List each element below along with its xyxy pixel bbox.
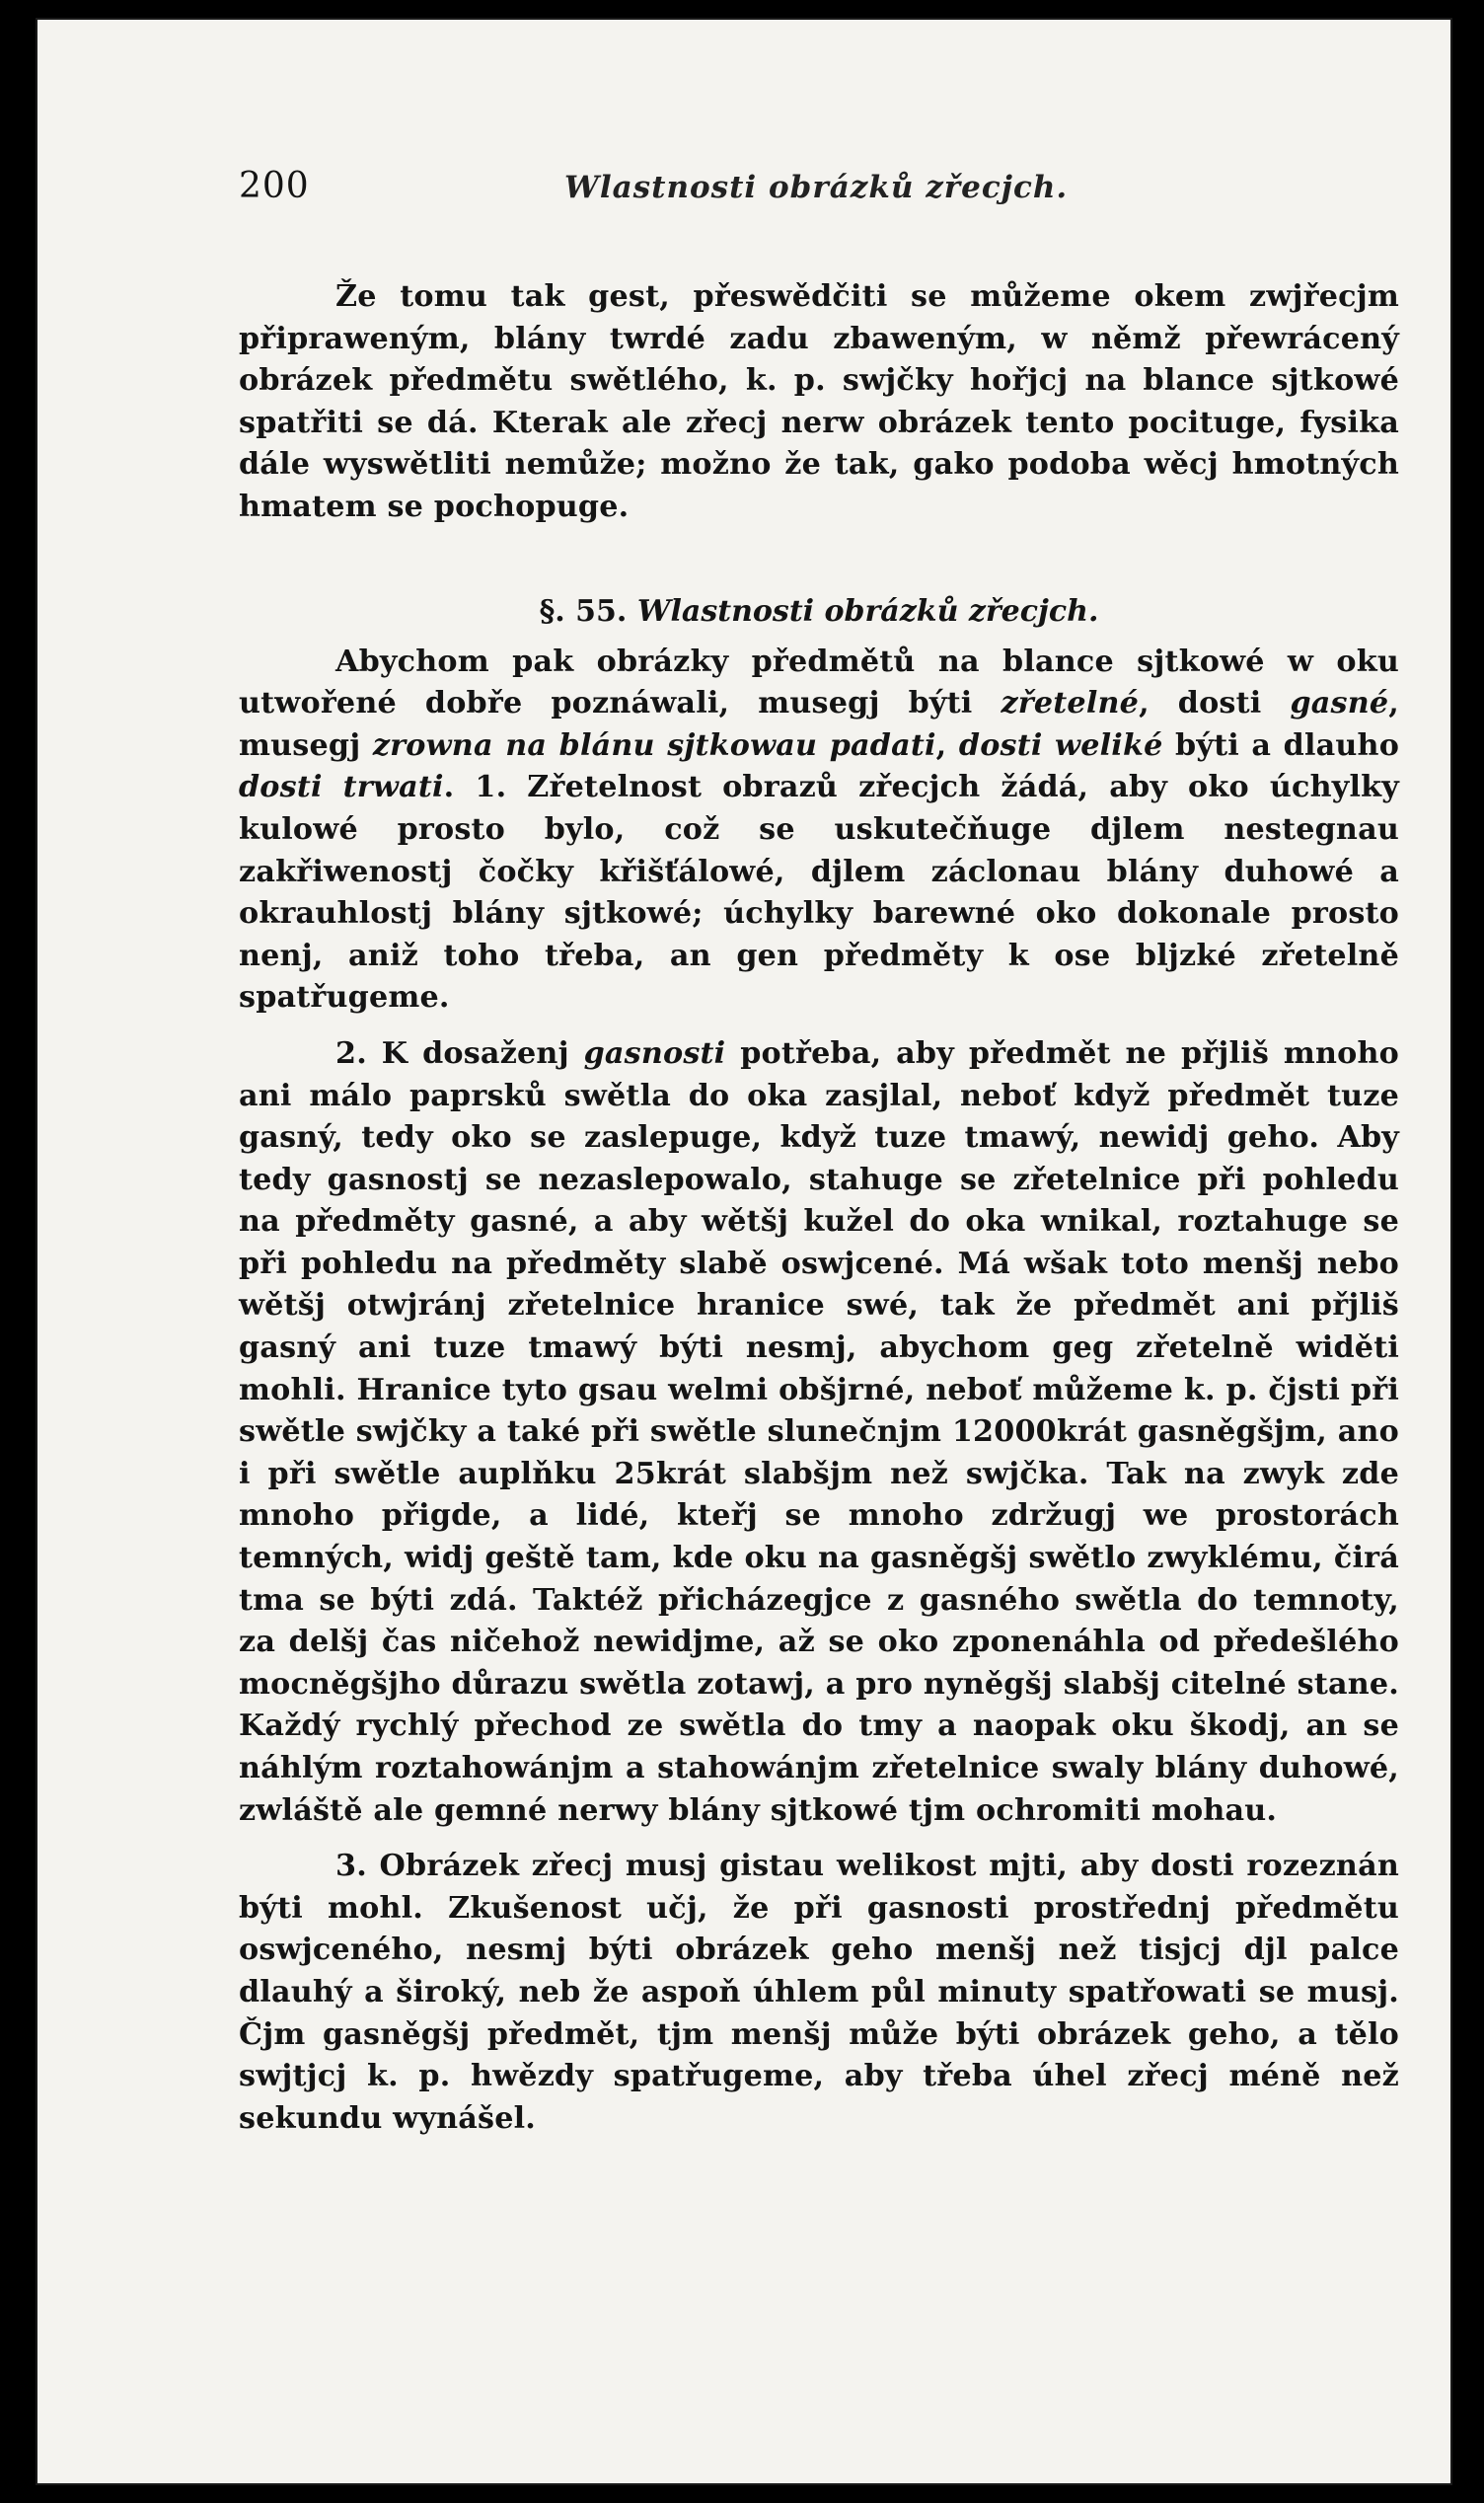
page-content (239, 166, 1399, 2140)
text-run: Abychom pak obrázky předmětů na blance sjtkowé w oku utwořené dobře poznáwali, musegj býti (239, 644, 1399, 721)
emphasis-zretelne: zřetelné (1001, 686, 1140, 721)
paragraph-1: Že tomu tak gest, přeswědčiti se můžeme okem zwjřecjm připraweným, blány twrdé zadu zbaweným, w němž přewrácený obrázek předmětu swětlého, k. p. swjčky hořjcj na blance sjtkowé spatřiti se dá. Kterak ale zřecj nerw obrázek tento pocituge, fysika dále wyswětliti nemůže; možno že tak, gako podoba wěcj hmotných hmatem se pochopuge. (239, 279, 1399, 524)
section-title: Wlastnosti obrázků zřecjch. (636, 593, 1099, 629)
paragraph-4: 3. Obrázek zřecj musj gistau welikost mjti, aby dosti rozeznán býti mohl. Zkušenost učj, že při gasnosti prostřednj předmětu oswjceného, nesmj býti obrázek geho menšj než tisjcj djl palce dlauhý a široký, neb že aspoň úhlem půl minuty spatřowati se musj. Čjm gasněgšj předmět, tjm menšj může býti obrázek geho, a tělo swjtjcj k. p. hwězdy spatřugeme, aby třeba úhel zřecj méně než sekundu wynášel. (239, 1849, 1399, 2136)
running-title: Wlastnosti obrázků zřecjch. (564, 170, 1069, 205)
page-number: 200 (239, 166, 310, 206)
section-heading (239, 592, 1399, 632)
text-run: , (935, 727, 959, 763)
text-run: potřeba, aby předmět ne přjliš mnoho ani málo paprsků swětla do oka zasjlal, neboť když předmět tuze gasný, tedy oko se zaslepuge, když tuze tmawý, newidj geho. Aby tedy gasnostj se nezaslepowalo, stahuge se zřetelnice při pohledu na předměty gasné, a aby wětšj kužel do oka wnikal, roztahuge se při pohledu na předměty slabě oswjcené. Má wšak toto menšj nebo wětšj otwjránj zřetelnice hranice swé, tak že předmět ani přjliš gasný ani tuze tmawý býti nesmj, abychom geg zřetelně widěti mohli. Hranice tyto gsau welmi obšjrné, neboť můžeme k. p. čjsti při swětle swjčky a také při swětle slunečnjm 12000krát gasněgšjm, ano i při swětle auplňku 25krát slabšjm než swjčka. Tak na zwyk zde mnoho přigde, a lidé, kteřj se mnoho zdržugj we prostorách temných, widj geště tam, kde oku na gasněgšj swětlo zwyklému, čirá tma se býti zdá. Taktéž přicházegjce z gasného swětla do temnoty, za delšj čas ničehož newidjme, až se oko zponenáhla od předešlého mocněgšjho důrazu swětla zotawj, a pro nyněgšj slabšj citelné stane. Každý rychlý přechod ze swětla do tmy a naopak oku škodj, an se náhlým roztahowánjm a stahowánjm zřetelnice swaly blány duhowé, zwláště ale gemné nerwy blány sjtkowé tjm ochromiti mohau. (239, 1035, 1399, 1828)
emphasis-gasne: gasné (1290, 686, 1389, 721)
book-page (36, 18, 1452, 2485)
text-run: 2. K dosaženj (335, 1035, 584, 1071)
text-run: , dosti (1139, 686, 1291, 721)
emphasis-dosti-welike: dosti weliké (958, 727, 1163, 763)
paragraph-3 (239, 1033, 1399, 1832)
emphasis-zrowna: zrowna na blánu sjtkowau padati (372, 727, 936, 763)
section-number: §. 55. (539, 593, 628, 629)
text-run: býti a dlauho (1162, 727, 1400, 763)
emphasis-gasnosti: gasnosti (583, 1035, 726, 1071)
text-run: . 1. Zřetelnost obrazů zřecjch žádá, aby oko úchylky kulowé prosto bylo, což se uskutečňuge djlem nestegnau zakřiwenostj čočky křišťálowé, djlem záclonau blány duhowé a okrauhlostj blány sjtkowé; úchylky barewné oko dokonale prosto nenj, aniž toho třeba, an gen předměty k ose bljzké zřetelně spatřugeme. (239, 770, 1399, 1016)
text-run: , musegj (239, 686, 1399, 763)
emphasis-dosti-trwati: dosti trwati (239, 770, 444, 805)
paragraph-2 (239, 642, 1399, 1020)
running-header (239, 166, 1399, 225)
